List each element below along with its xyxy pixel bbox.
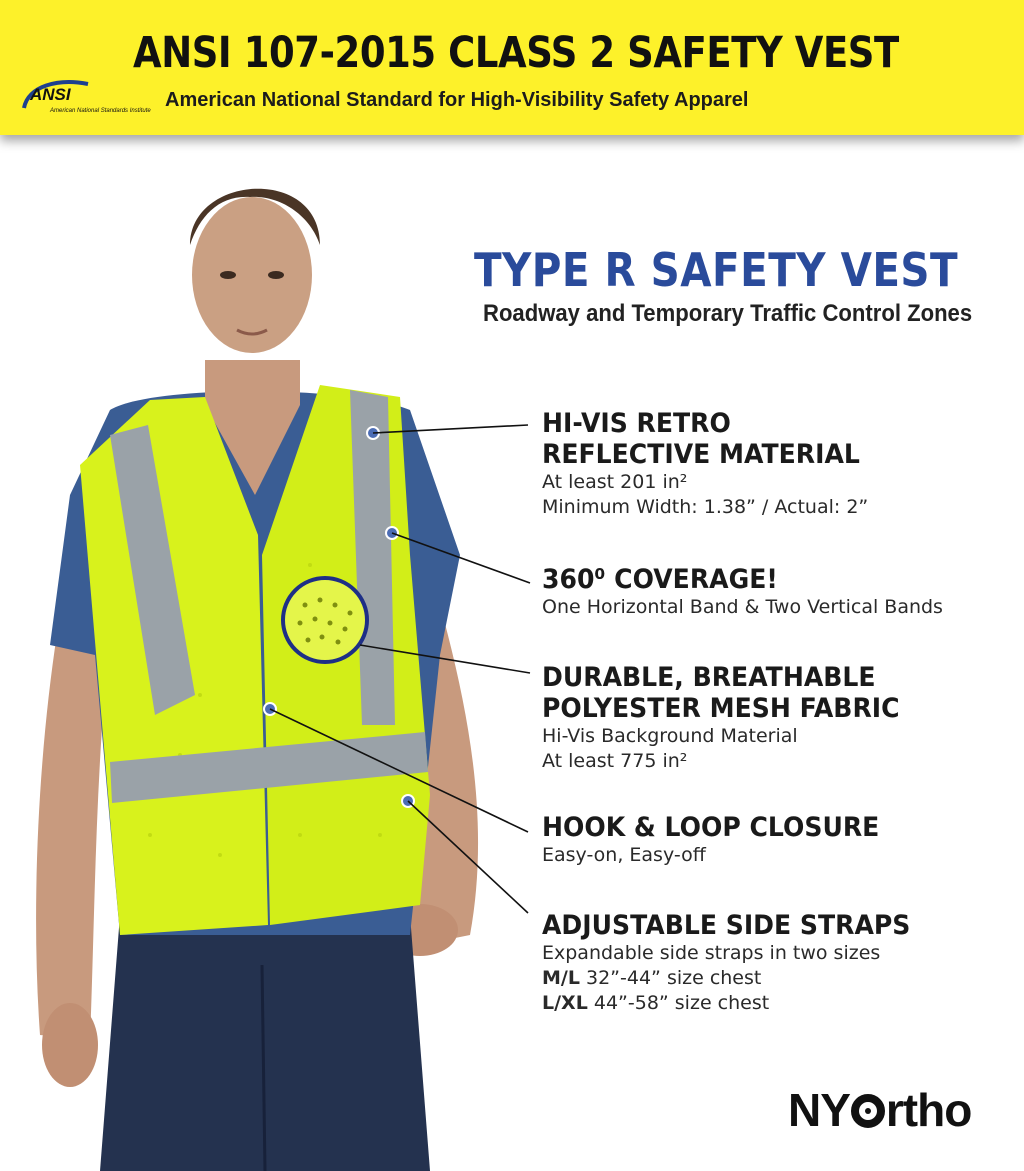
feature-detail: Easy-on, Easy-off	[542, 844, 706, 866]
feature-heading: POLYESTER MESH FABRIC	[542, 693, 900, 724]
brand-logo	[788, 1083, 971, 1137]
model-photo	[0, 135, 520, 1171]
brand-o-icon	[851, 1094, 885, 1128]
feature-closure	[542, 812, 905, 868]
banner-subtitle: American National Standard for High-Visibility Safety Apparel	[165, 89, 749, 111]
size-detail: 32”-44” size chest	[579, 967, 762, 989]
feature-reflective	[542, 408, 884, 520]
brand-text-left: NY	[788, 1084, 850, 1136]
feature-detail: Minimum Width: 1.38” / Actual: 2”	[542, 496, 869, 518]
product-type-subtitle: Roadway and Temporary Traffic Control Zones	[483, 300, 973, 327]
size-label: M/L	[542, 967, 580, 989]
feature-heading: DURABLE, BREATHABLE	[542, 662, 876, 693]
size-label: L/XL	[542, 992, 588, 1014]
feature-detail: Expandable side straps in two sizes	[542, 942, 881, 964]
feature-heading: HOOK & LOOP CLOSURE	[542, 812, 880, 843]
ansi-logo-text: ANSI	[30, 85, 71, 104]
size-detail: 44”-58” size chest	[587, 992, 770, 1014]
feature-mesh	[542, 662, 926, 774]
feature-detail: One Horizontal Band & Two Vertical Bands	[542, 596, 943, 618]
product-type-title: TYPE R SAFETY VEST	[474, 243, 959, 297]
ansi-logo-caption: American National Standards Institute	[50, 108, 151, 114]
size-row-lxl	[542, 991, 938, 1016]
header-banner	[0, 0, 1024, 135]
feature-detail: Hi-Vis Background Material	[542, 725, 798, 747]
banner-title: ANSI 107-2015 CLASS 2 SAFETY VEST	[133, 28, 899, 78]
size-row-ml	[542, 966, 938, 991]
feature-coverage	[542, 564, 943, 620]
feature-detail: At least 775 in²	[542, 750, 688, 772]
feature-heading: ADJUSTABLE SIDE STRAPS	[542, 910, 911, 941]
feature-straps	[542, 910, 938, 1016]
feature-heading: REFLECTIVE MATERIAL	[542, 439, 860, 470]
feature-heading: HI-VIS RETRO	[542, 408, 731, 439]
feature-heading: 360⁰ COVERAGE!	[542, 564, 778, 595]
brand-text-right: rtho	[885, 1084, 972, 1136]
feature-detail: At least 201 in²	[542, 471, 688, 493]
